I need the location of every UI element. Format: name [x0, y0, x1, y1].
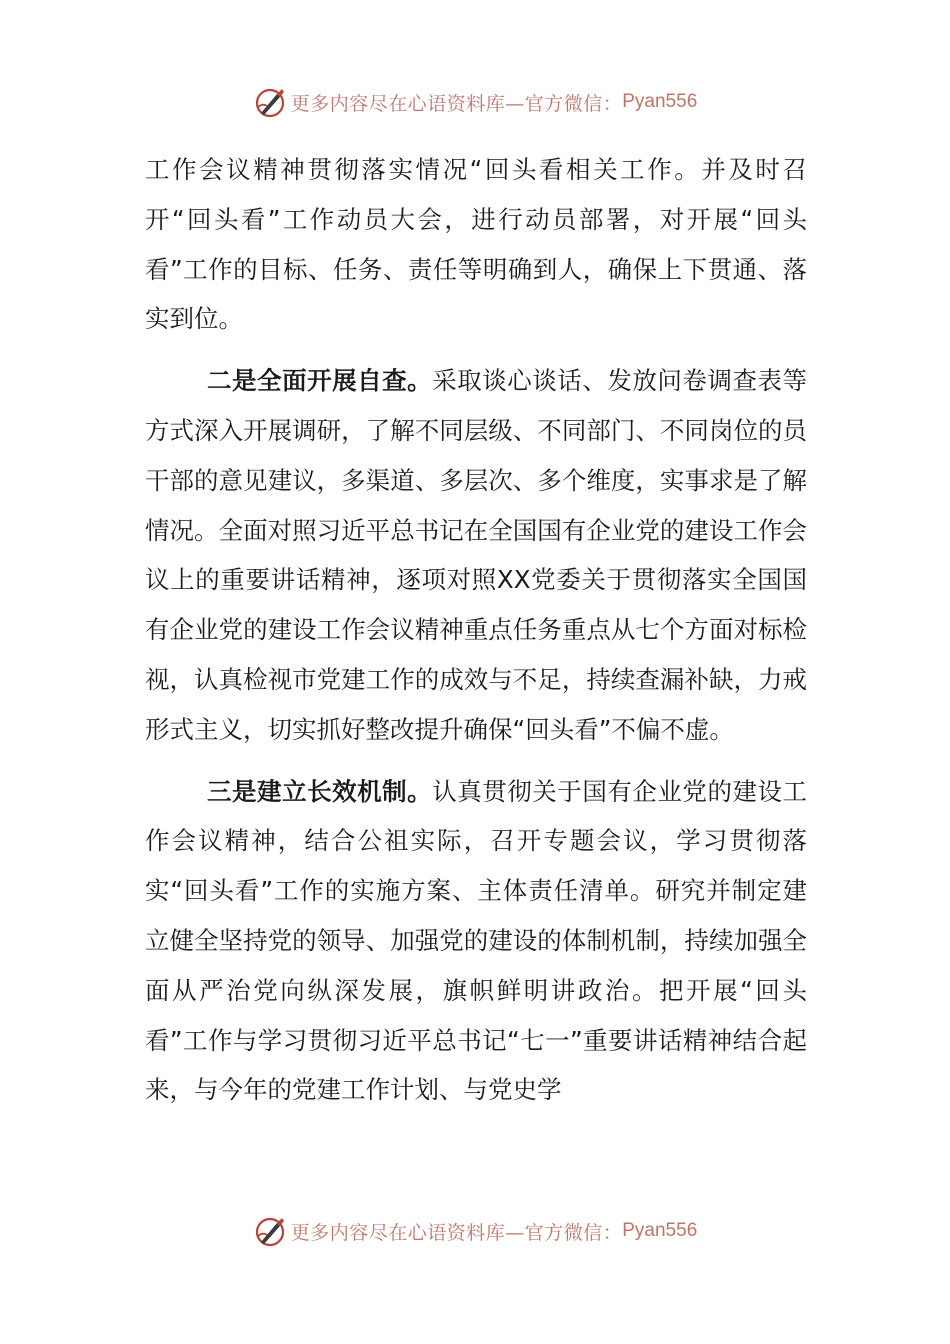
paragraph-text: 采取谈心谈话、发放问卷调查表等方式深入开展调研，了解不同层级、不同部门、不同岗位的员干部的意见建议，多渠道、多层次、多个维度，实事求是了解情况。全面对照习近平总书记在全国国有企业党的建设工作会议上的重要讲话精神，逐项对照XX党委关于贯彻落实全国国有企业党的建设工作会议精神重点任务重点从七个方面对标检视，认真检视市党建工作的成效与不足，持续查漏补缺，力戒形式主义，切实抓好整改提升确保“回头看”不偏不虚。: [145, 366, 808, 744]
paragraph-text: 工作会议精神贯彻落实情况“回头看相关工作。并及时召开“回头看”工作动员大会，进行动员部署，对开展“回头看”工作的目标、任务、责任等明确到人，确保上下贯通、落实到位。: [145, 155, 807, 334]
paragraph-self-inspection: [145, 356, 807, 754]
pen-nib-logo-icon: [253, 1214, 287, 1248]
pen-nib-logo-icon: [253, 85, 287, 119]
paragraph-long-term-mechanism: [145, 767, 807, 1116]
banner-tagline: 更多内容尽在心语资料库—官方微信：: [290, 1221, 623, 1244]
footer-banner: [0, 1211, 950, 1251]
banner-tagline: 更多内容尽在心语资料库—官方微信：: [290, 92, 623, 115]
paragraph-continuation: [145, 145, 807, 344]
banner-contact-id: Pyan556: [622, 91, 698, 112]
paragraph-text: 认真贯彻关于国有企业党的建设工作会议精神，结合公祖实际，召开专题会议，学习贯彻落实“回头看”工作的实施方案、主体责任清单。研究并制定建立健全坚持党的领导、加强党的建设的体制机制，持续加强全面从严治党向纵深发展，旗帜鲜明讲政治。把开展“回头看”工作与学习贯彻习近平总书记“七一”重要讲话精神结合起来，与今年的党建工作计划、与党史学: [145, 776, 808, 1105]
banner-contact-id: Pyan556: [622, 1220, 698, 1241]
document-body: [145, 145, 807, 1115]
header-banner: [0, 82, 950, 122]
paragraph-heading: 二是全面开展自查。: [207, 366, 433, 396]
paragraph-heading: 三是建立长效机制。: [207, 776, 433, 806]
